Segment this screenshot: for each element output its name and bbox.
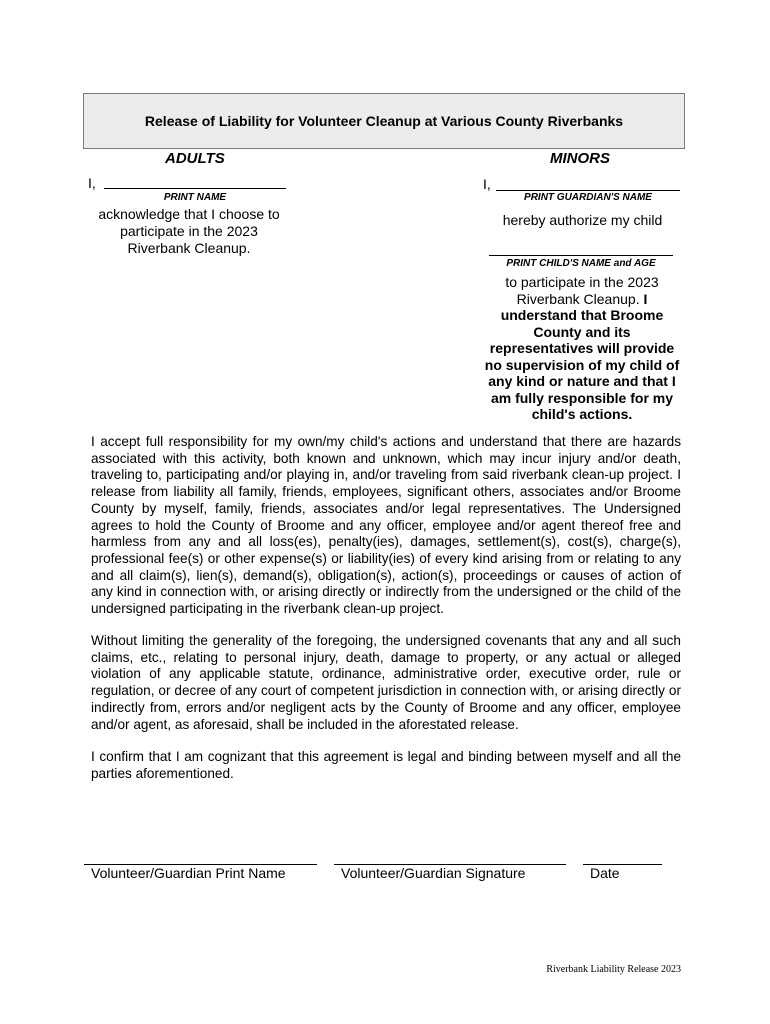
guardian-name-line[interactable] [496,190,680,191]
document-title [83,93,685,149]
adult-i-prefix: I, [88,175,96,191]
minor-statement [483,274,681,423]
participate-text: to participate in the 2023 Riverbank Cleanup. [505,274,659,307]
adults-heading: ADULTS [165,150,225,167]
authorize-text: hereby authorize my child [502,212,663,228]
child-name-label: PRINT CHILD'S NAME and AGE [506,258,656,269]
covenant-paragraph: Without limiting the generality of the foregoing, the undersigned covenants that any and all such claims, etc., relating to personal injury, death, damage to property, or any actual or alleged violation of any applicable statute, ordinance, administrative order, executive order, rule or regulation, or decree of any court of competent jurisdiction in connection with, or arising directly or indirectly from, errors and/or negligent acts by the County of Broome and any officer, employee and/or agent, as aforesaid, shall be included in the aforestated release. [91,633,681,732]
guardian-name-label: PRINT GUARDIAN'S NAME [524,192,652,203]
child-name-line[interactable] [489,255,673,256]
footer-text: Riverbank Liability Release 2023 [546,964,681,975]
minors-heading: MINORS [550,150,610,167]
minor-i-prefix: I, [483,176,491,192]
responsibility-paragraph: I accept full responsibility for my own/my child's actions and understand that there are hazards associated with this activity, both known and unknown, which may incur injury and/or death, traveling to, participating and/or playing in, and/or traveling from said riverbank clean-up project. I release from liability all family, friends, employees, significant others, associates and/or Broome County by myself, family, friends, associates and/or legal representatives. The Undersigned agrees to hold the County of Broome and any officer, employee and/or agent thereof free and harmless from any and all loss(es), penalty(ies), damages, settlement(s), cost(s), charge(s), professional fee(s) or other expense(s) or liability(ies) of every kind arising from or relating to any and all claim(s), lien(s), demand(s), obligation(s), action(s), proceedings or causes of action of any kind in connection with, or arising directly or indirectly from the undersigned or the child of the undersigned participating in the riverbank clean-up project. [91,434,681,617]
adult-name-line[interactable] [104,188,286,189]
document-title-text: Release of Liability for Volunteer Cleanup at Various County Riverbanks [144,113,624,129]
print-name-label: Volunteer/Guardian Print Name [91,865,286,881]
supervision-disclaimer: I understand that Broome County and its representatives will provide no supervision of my child of any kind or nature and that I am fully responsible for my child's actions. [484,290,680,422]
date-label: Date [590,865,620,881]
adult-name-label: PRINT NAME [163,192,227,203]
signature-label: Volunteer/Guardian Signature [341,865,526,881]
confirmation-paragraph: I confirm that I am cognizant that this agreement is legal and binding between myself and all the parties aforementioned. [91,749,681,781]
adult-statement: acknowledge that I choose to participate in the 2023 Riverbank Cleanup. [98,206,280,256]
